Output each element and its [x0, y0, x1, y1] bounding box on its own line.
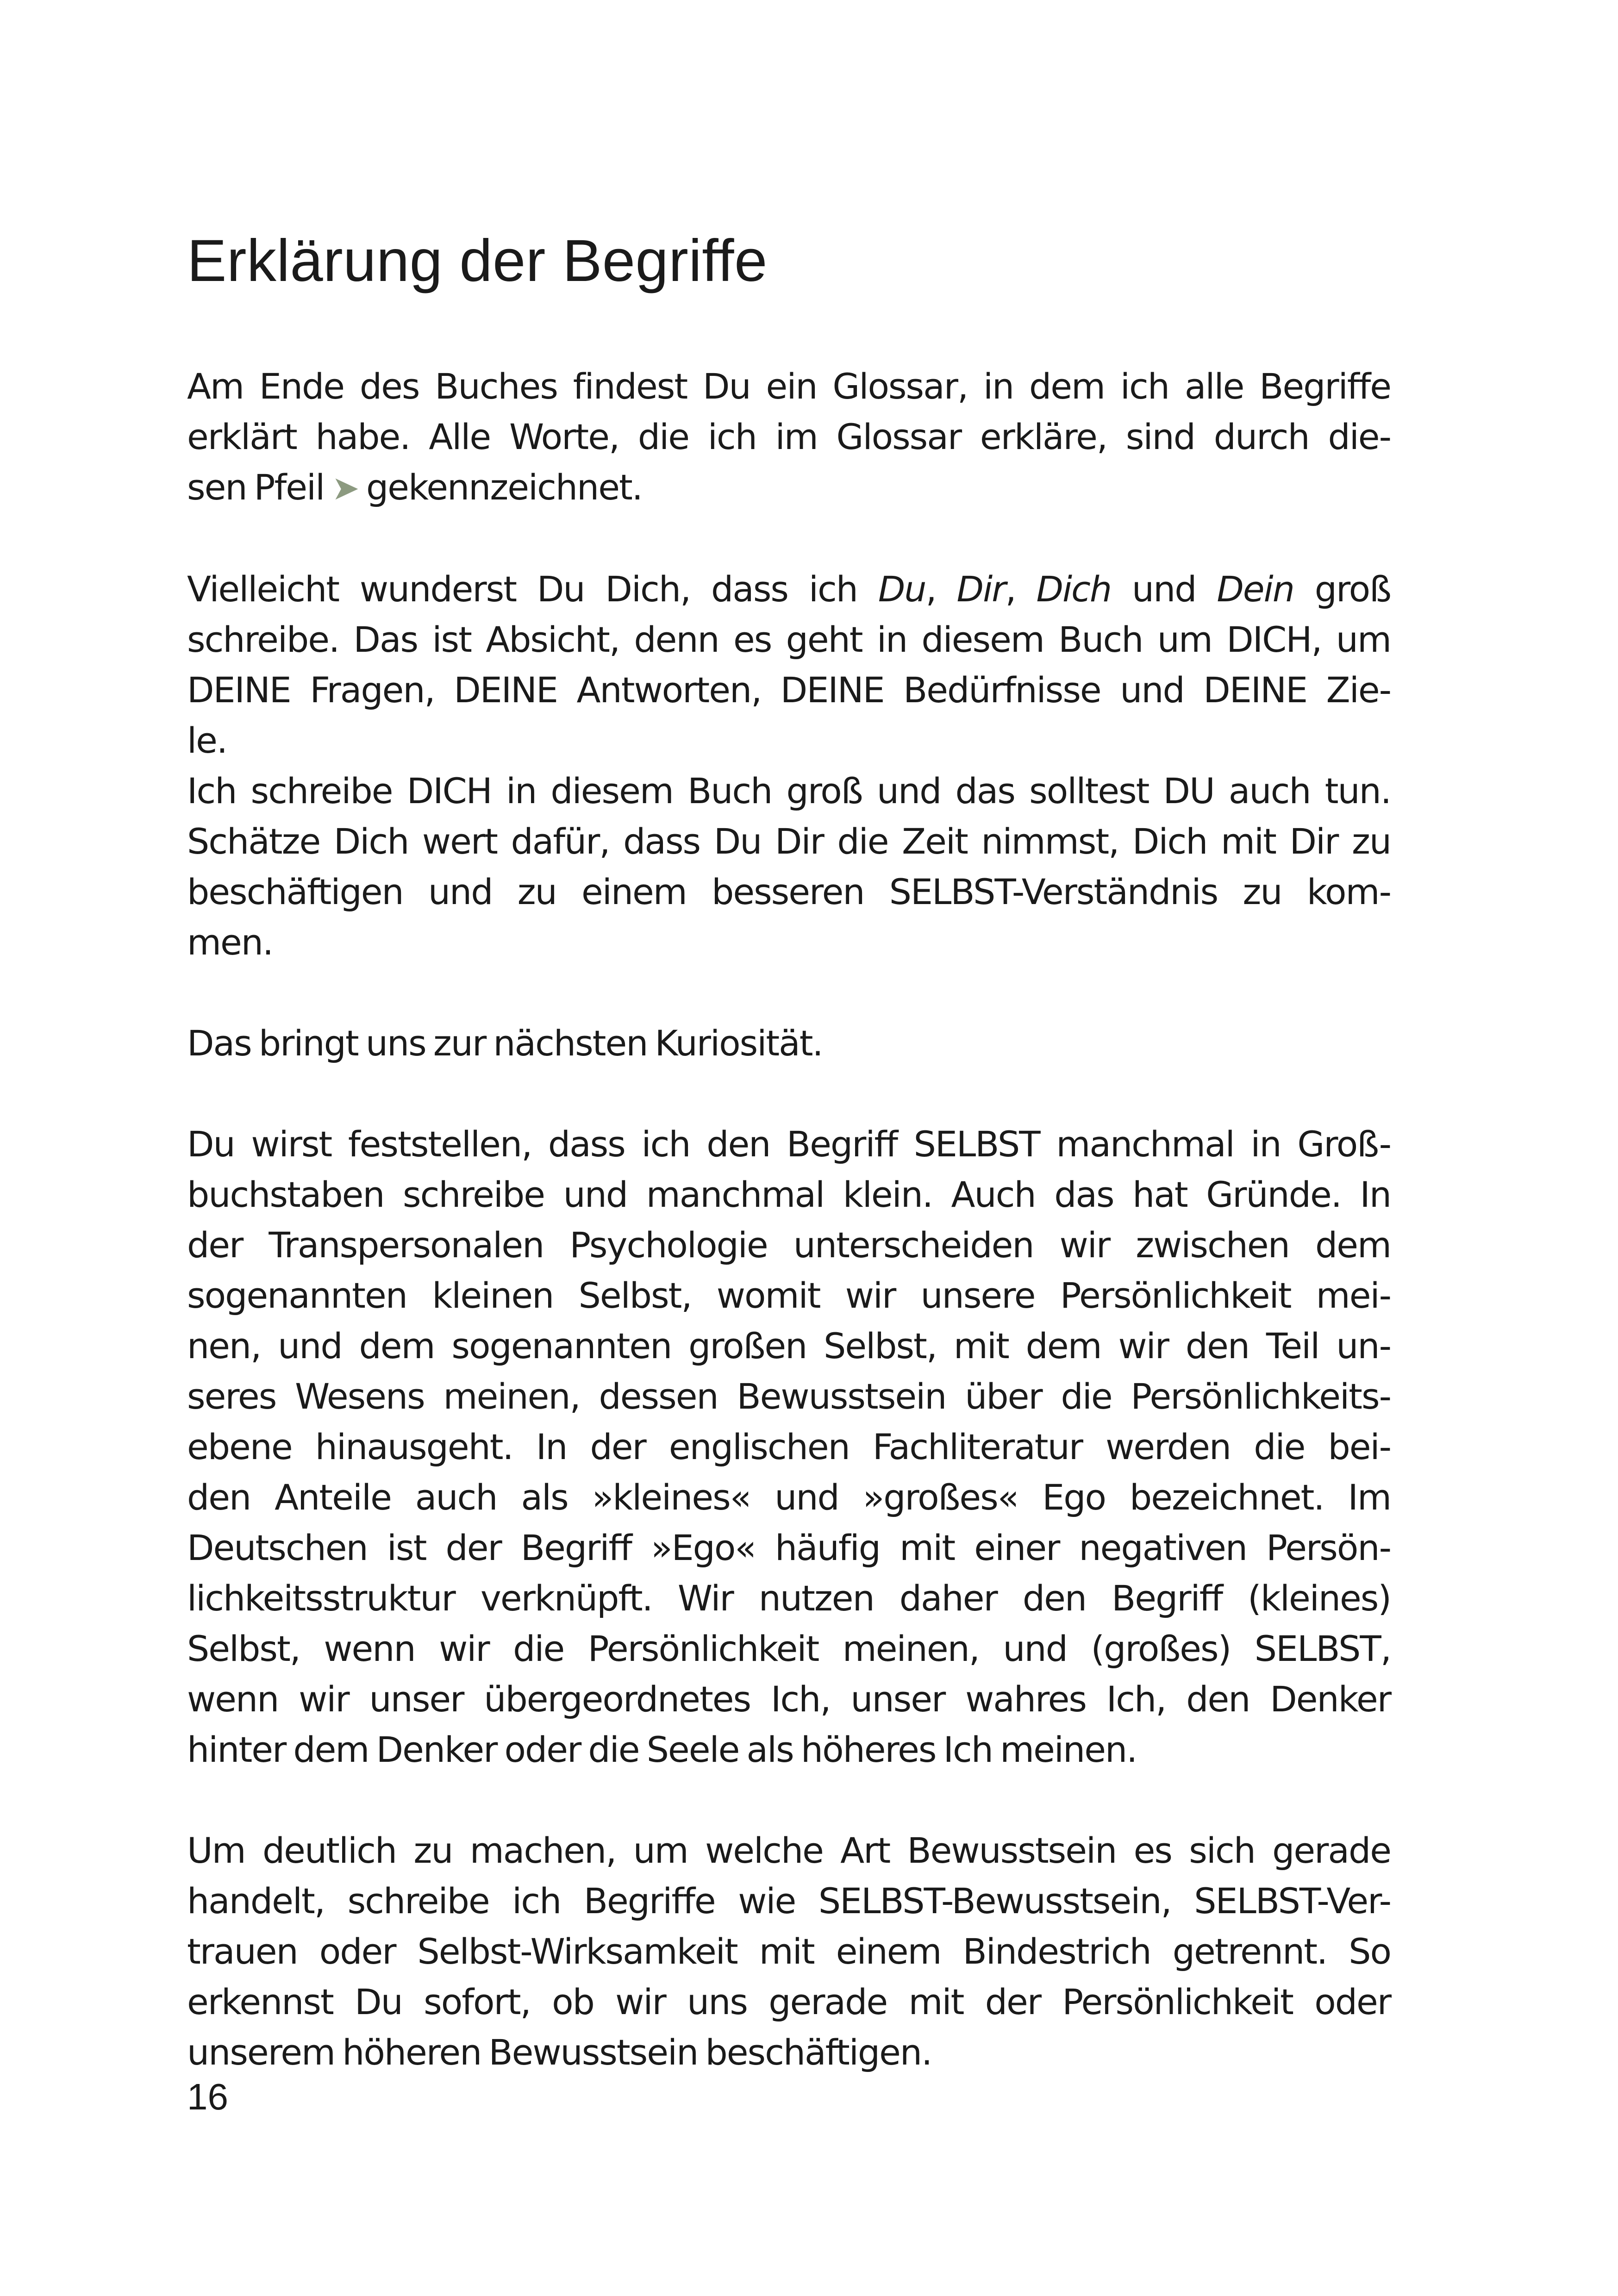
- text-line: lichkeitsstruktur verknüpft. Wir nutzen daher den Begriff (kleines): [187, 1578, 1391, 1619]
- text-line: Schätze Dich wert dafür, dass Du Dir die Zeit nimmst, Dich mit Dir zu: [187, 821, 1391, 862]
- text-fragment: groß: [1314, 568, 1391, 610]
- text-line: schreibe. Das ist Absicht, denn es geht in diesem Buch um DICH, um: [187, 619, 1391, 660]
- book-page: [187, 0, 1391, 2296]
- text-line: Selbst, wenn wir die Persönlichkeit meinen, und (großes) SELBST,: [187, 1628, 1391, 1669]
- text-line: Deutschen ist der Begriff »Ego« häufig mit einer negativen Persön-: [187, 1527, 1391, 1568]
- text-line: le.: [187, 720, 227, 761]
- text-line: Am Ende des Buches findest Du ein Glossar, in dem ich alle Begriffe: [187, 366, 1391, 407]
- paragraph-capitalization: [187, 564, 1391, 766]
- text-line: den Anteile auch als »kleines« und »großes« Ego bezeichnet. Im: [187, 1477, 1391, 1518]
- text-line: trauen oder Selbst-Wirksamkeit mit einem Bindestrich getrennt. So: [187, 1931, 1391, 1972]
- punctuation: ,: [1005, 568, 1016, 610]
- text-fragment: sen Pfeil: [187, 467, 325, 508]
- text-line: Um deutlich zu machen, um welche Art Bewusstsein es sich gerade: [187, 1830, 1391, 1871]
- text-fragment: Vielleicht wunderst Du Dich, dass ich: [187, 568, 857, 610]
- text-line: ebene hinausgeht. In der englischen Fachliteratur werden die bei-: [187, 1426, 1391, 1467]
- glossary-arrow-icon: ➤: [331, 468, 359, 507]
- text-line: sogenannten kleinen Selbst, womit wir unsere Persönlichkeit mei-: [187, 1275, 1391, 1316]
- text-line: [187, 462, 1391, 513]
- text-line: unserem höheren Bewusstsein beschäftigen.: [187, 2032, 932, 2073]
- page-title: Erklärung der Begriffe: [187, 228, 768, 294]
- text-line: handelt, schreibe ich Begriffe wie SELBST-Bewusstsein, SELBST-Ver-: [187, 1880, 1391, 1922]
- text-line: Ich schreibe DICH in diesem Buch groß und das solltest DU auch tun.: [187, 770, 1391, 811]
- emphasis-dein: Dein: [1217, 568, 1294, 610]
- emphasis-dir: Dir: [956, 568, 1006, 610]
- page-number: 16: [187, 2076, 228, 2117]
- text-line: der Transpersonalen Psychologie unterscheiden wir zwischen dem: [187, 1224, 1391, 1266]
- text-line: [187, 564, 1391, 614]
- text-line: erklärt habe. Alle Worte, die ich im Glossar erkläre, sind durch die-: [187, 416, 1391, 457]
- text-line: wenn wir unser übergeordnetes Ich, unser wahres Ich, den Denker: [187, 1678, 1391, 1720]
- text-line: erkennst Du sofort, ob wir uns gerade mit der Persönlichkeit oder: [187, 1981, 1391, 2022]
- text-line: Das bringt uns zur nächsten Kuriosität.: [187, 1023, 823, 1064]
- text-line: DEINE Fragen, DEINE Antworten, DEINE Bedürfnisse und DEINE Zie-: [187, 669, 1391, 711]
- text-line: nen, und dem sogenannten großen Selbst, mit dem wir den Teil un-: [187, 1325, 1391, 1366]
- emphasis-du: Du: [878, 568, 926, 610]
- text-fragment: gekennzeichnet.: [366, 467, 642, 508]
- paragraph-dich: [187, 766, 1391, 967]
- paragraph-selbst: [187, 1119, 1391, 1775]
- paragraph-hyphenation: [187, 1825, 1391, 2078]
- text-line: men.: [187, 922, 273, 963]
- body-text: [187, 361, 1391, 2078]
- text-line: seres Wesens meinen, dessen Bewusstsein über die Persönlichkeits-: [187, 1376, 1391, 1417]
- text-line: beschäftigen und zu einem besseren SELBST-Verständnis zu kom-: [187, 871, 1391, 912]
- text-line: buchstaben schreibe und manchmal klein. Auch das hat Gründe. In: [187, 1174, 1391, 1215]
- text-fragment: und: [1131, 568, 1196, 610]
- text-line: hinter dem Denker oder die Seele als höheres Ich meinen.: [187, 1729, 1137, 1770]
- paragraph-glossary: [187, 361, 1391, 513]
- punctuation: ,: [925, 568, 936, 610]
- paragraph-curiosity: [187, 1018, 1391, 1068]
- text-line: Du wirst feststellen, dass ich den Begriff SELBST manchmal in Groß-: [187, 1123, 1391, 1165]
- emphasis-dich: Dich: [1036, 568, 1112, 610]
